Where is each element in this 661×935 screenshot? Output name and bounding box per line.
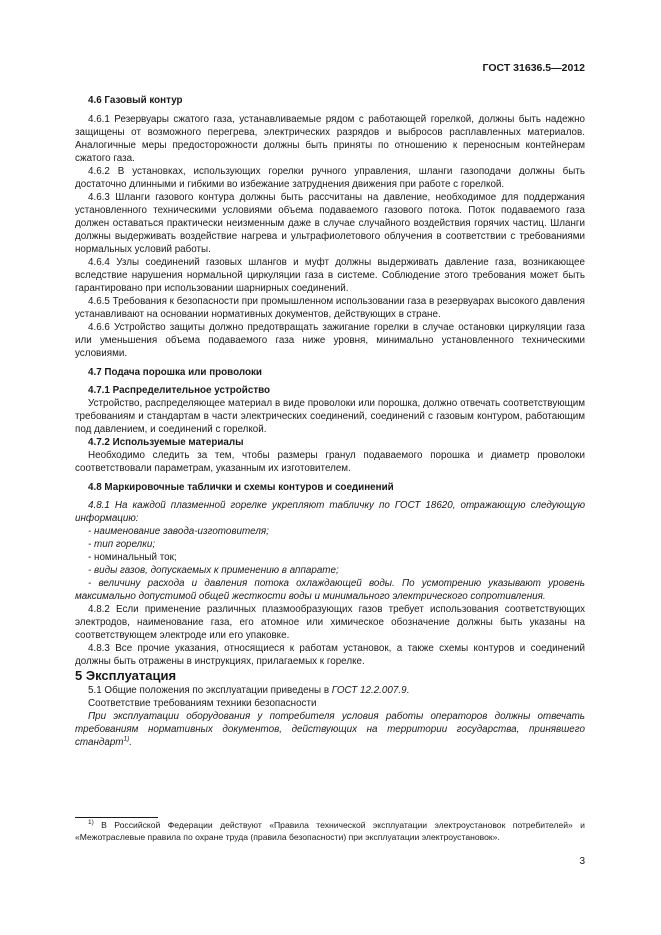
section-4-7-title: 4.7 Подача порошка или проволоки <box>88 367 262 378</box>
footnote <box>75 820 585 843</box>
footnote-mark: 1) <box>88 819 94 827</box>
section-4-6-title: 4.6 Газовый контур <box>88 95 183 106</box>
para-4-8-2: 4.8.2 Если применение различных плазмообразующих газов требует использования соответствующих электродов, наименование газа, его атомное или химическое обозначение должны быть указаны на соответствующем электроде или его упаковке. <box>75 604 585 641</box>
footnote-divider <box>75 817 158 818</box>
list-item: - наименование завода-изготовителя; <box>88 526 269 537</box>
standard-header: ГОСТ 31636.5—2012 <box>482 62 585 74</box>
subsection-4-7-2-title: 4.7.2 Используемые материалы <box>88 437 244 448</box>
list-item: - виды газов, допускаемых к применению в аппарате; <box>88 565 339 576</box>
para-4-6-4: 4.6.4 Узлы соединений газовых шлангов и муфт должны выдерживать давление газа, возникающее вследствие нарушения нормальной циркуляции газа в системе. Соблюдение этого требования может быть гарантировано при использовании шарнирных соединений. <box>75 257 585 294</box>
para-4-6-1: 4.6.1 Резервуары сжатого газа, устанавливаемые рядом с работающей горелкой, должны быть надежно защищены от возможного перегрева, электрических разрядов и выбросов расплавленных материалов. Аналогичные меры предосторожности должны быть приняты по отношению к переносным контейнерам сжатого газа. <box>75 114 585 164</box>
list-item: - величину расхода и давления потока охлаждающей воды. По усмотрению указывают уровень максимально допустимой общей жесткости воды и минимального электрического сопротивления. <box>75 578 585 602</box>
section-4-8-title: 4.8 Маркировочные таблички и схемы контуров и соединений <box>88 482 394 493</box>
para-4-6-3: 4.6.3 Шланги газового контура должны быть рассчитаны на давление, необходимое для поддержания установленного техническими условиями объема подаваемого газового потока. Поток подаваемого газа должен оставаться практически неизменным даже в случае случайного воздействия горячих частиц. Шланги должны выдерживать воздействие нагрева и ультрафиолетового облучения в соответствии с требованиями нормальных условий работы. <box>75 192 585 255</box>
para-5-1 <box>75 684 585 697</box>
list-item: - номинальный ток; <box>88 552 177 563</box>
para-4-6-5: 4.6.5 Требования к безопасности при промышленном использовании газа в резервуарах высокого давления устанавливают на основании нормативных документов, действующих в стране. <box>75 296 585 320</box>
para-4-8-1: 4.8.1 На каждой плазменной горелке укрепляют табличку по ГОСТ 18620, отражающую следующую информацию: <box>75 500 585 524</box>
document-body <box>75 94 585 749</box>
para-5-1-end: . <box>406 685 410 696</box>
para-4-7-2: Необходимо следить за тем, чтобы размеры гранул подаваемого порошка и диаметр проволоки соответствовали параметрам, указанным их изготовителем. <box>75 450 585 474</box>
footnote-ref: 1) <box>123 735 130 743</box>
para-4-6-6: 4.6.6 Устройство защиты должно предотвращать зажигание горелки в случае остановки циркуляции газа или уменьшения объема подаваемого газа ниже уровня, минимально установленного техническими условиями. <box>75 322 585 359</box>
para-4-6-2: 4.6.2 В установках, использующих горелки ручного управления, шланги газоподачи должны быть достаточно длинными и гибкими во избежание затруднения движения при работе с горелкой. <box>75 166 585 190</box>
para-safety-text <box>75 710 585 749</box>
list-item: - тип горелки; <box>88 539 156 550</box>
para-safety-end: . <box>129 737 133 748</box>
para-5-1-text: 5.1 Общие положения по эксплуатации приведены в <box>88 685 332 696</box>
footnote-text: В Российской Федерации действуют «Правила технической эксплуатации электроустановок потребителей» и «Межотраслевые правила по охране труда (правила безопасности) при эксплуатации электроустановок». <box>75 820 585 842</box>
para-4-7-1: Устройство, распределяющее материал в виде проволоки или порошка, должно отвечать соответствующим требованиям и стандартам в части электрических соединений, соединений с газовым контуром, работающим под давлением, и соединений с горелкой. <box>75 398 585 435</box>
subsection-4-7-1-title: 4.7.1 Распределительное устройство <box>88 385 271 396</box>
para-safety-body: При эксплуатации оборудования у потребителя условия работы операторов должны отвечать требованиям нормативных документов, действующих на территории государства, принявшего стандарт <box>75 711 585 748</box>
gost-reference-link: ГОСТ 12.2.007.9 <box>331 685 407 696</box>
para-safety-title: Соответствие требованиям техники безопасности <box>88 698 317 709</box>
section-5-title: 5 Эксплуатация <box>75 668 177 683</box>
page-number: 3 <box>579 856 585 867</box>
para-4-8-3: 4.8.3 Все прочие указания, относящиеся к работам установок, а также схемы контуров и соединений должны быть отражены в инструкциях, прилагаемых к горелке. <box>75 643 585 667</box>
